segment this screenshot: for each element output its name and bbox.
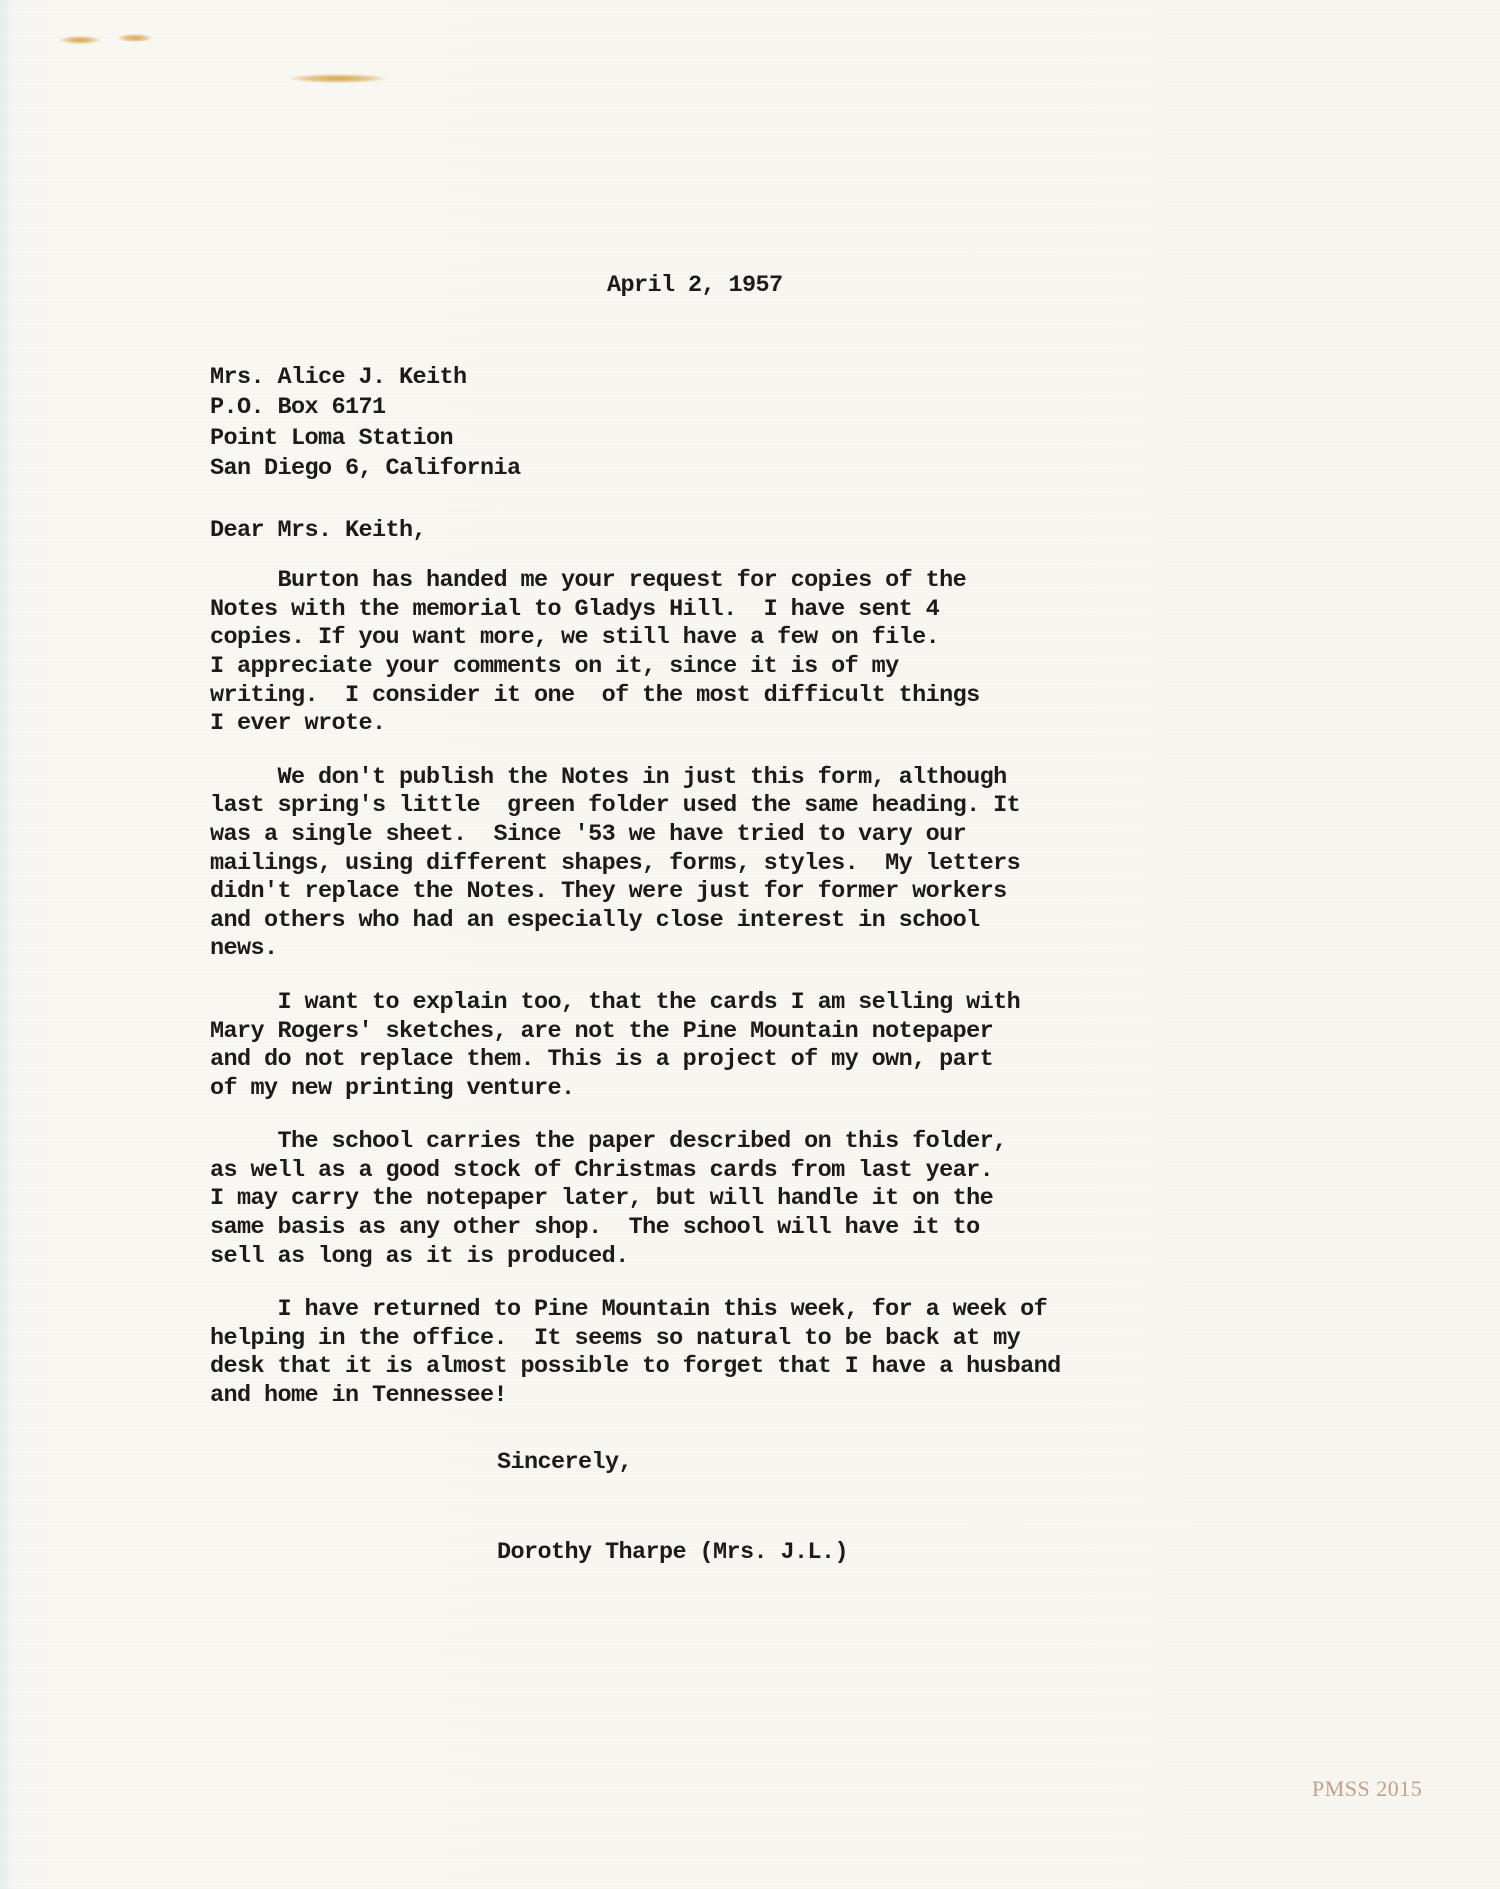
paragraph-1 [210, 567, 1330, 739]
address-line: Mrs. Alice J. Keith [210, 363, 467, 391]
text-line: and others who had an especially close interest in school [210, 906, 980, 934]
text-line: I appreciate your comments on it, since it is of my [210, 652, 899, 680]
text-line: helping in the office. It seems so natural to be back at my [210, 1324, 1021, 1352]
text-line: I have returned to Pine Mountain this week, for a week of [210, 1296, 1048, 1324]
text-line: I may carry the notepaper later, but will handle it on the [210, 1185, 994, 1213]
text-line: as well as a good stock of Christmas cards from last year. [210, 1156, 994, 1184]
paragraph-5 [210, 1296, 1330, 1410]
closing: Sincerely, [497, 1448, 633, 1476]
signature-name: Dorothy Tharpe (Mrs. J.L.) [497, 1539, 849, 1567]
text-line: copies. If you want more, we still have a few on file. [210, 624, 940, 652]
staple-mark [290, 74, 386, 83]
address-line: P.O. Box 6171 [210, 394, 386, 422]
text-line: news. [210, 935, 278, 963]
text-line: last spring's little green folder used the same heading. It [210, 792, 1021, 820]
text-line: didn't replace the Notes. They were just for former workers [210, 878, 1007, 906]
recipient-address [210, 363, 1330, 485]
address-line: San Diego 6, California [210, 455, 521, 483]
text-line: I ever wrote. [210, 710, 386, 738]
text-line: writing. I consider it one of the most difficult things [210, 681, 980, 709]
text-line: Mary Rogers' sketches, are not the Pine Mountain notepaper [210, 1017, 994, 1045]
text-line: We don't publish the Notes in just this form, although [210, 763, 1007, 791]
text-line: The school carries the paper described on this folder, [210, 1128, 1007, 1156]
salutation: Dear Mrs. Keith, [210, 516, 427, 544]
text-line: I want to explain too, that the cards I am selling with [210, 988, 1021, 1016]
letter-body [210, 272, 1330, 1568]
text-line: Notes with the memorial to Gladys Hill. I have sent 4 [210, 595, 940, 623]
text-line: Burton has handed me your request for copies of the [210, 567, 967, 595]
text-line: and home in Tennessee! [210, 1382, 508, 1410]
text-line: same basis as any other shop. The school will have it to [210, 1214, 980, 1242]
paragraph-2 [210, 764, 1330, 964]
text-line: mailings, using different shapes, forms, styles. My letters [210, 849, 1021, 877]
stain-mark [60, 36, 100, 44]
paragraph-4 [210, 1128, 1330, 1271]
text-line: desk that it is almost possible to forget that I have a husband [210, 1353, 1061, 1381]
text-line: and do not replace them. This is a project of my own, part [210, 1046, 994, 1074]
archive-watermark: PMSS 2015 [1312, 1776, 1423, 1801]
address-line: Point Loma Station [210, 424, 454, 452]
text-line: was a single sheet. Since '53 we have tried to vary our [210, 820, 967, 848]
text-line: of my new printing venture. [210, 1074, 575, 1102]
stain-mark [118, 34, 152, 42]
paragraph-3 [210, 989, 1330, 1103]
text-line: sell as long as it is produced. [210, 1242, 629, 1270]
letter-date: April 2, 1957 [607, 272, 783, 299]
